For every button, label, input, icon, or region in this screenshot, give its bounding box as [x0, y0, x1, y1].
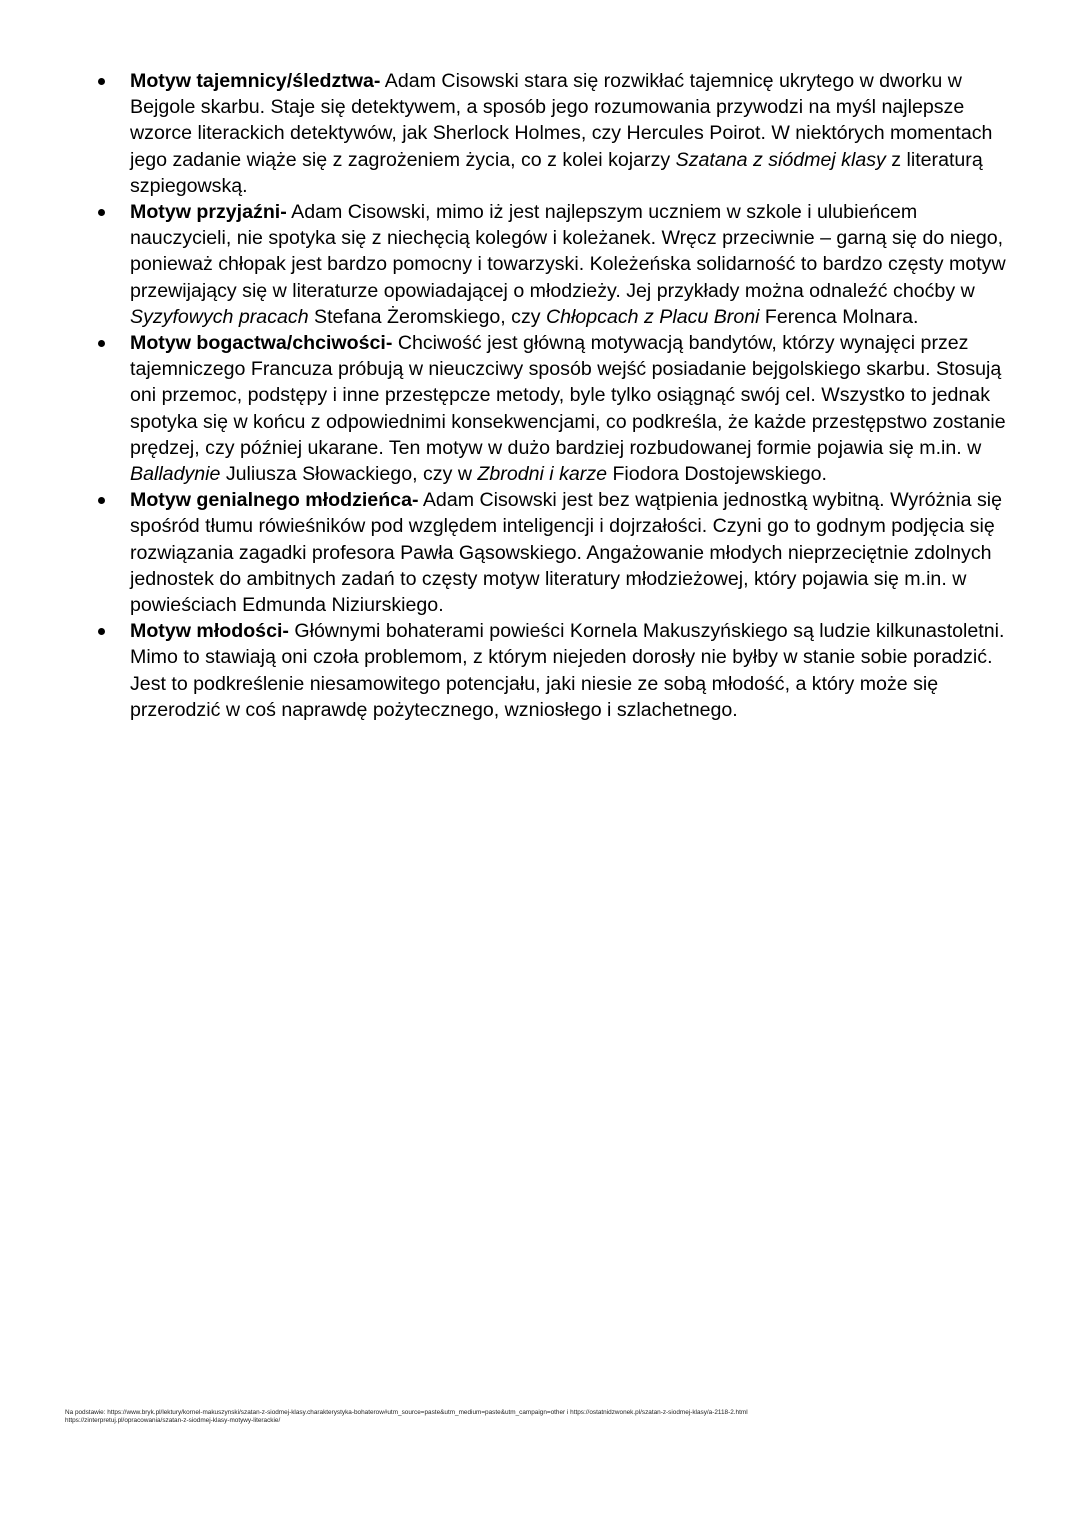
list-item-greed: [130, 330, 1020, 487]
book-title: Balladynie: [130, 463, 221, 486]
list-item-youth: [130, 618, 1020, 723]
motif-heading: Motyw młodości-: [130, 620, 289, 643]
book-title: Chłopcach z Placu Broni: [546, 305, 760, 328]
source-line: Na podstawie: https://www.bryk.pl/lektury/kornel-makuszynski/szatan-z-siodmej-klasy.charakterystyka-bohaterow#utm_source=paste&utm_medium=paste&utm_campaign=other i https://ostatnidzwonek.pl/szatan-z-siodmej-klasy/a-2118-2.html: [65, 1409, 748, 1416]
book-title: Szatana z siódmej klasy: [675, 148, 886, 171]
motif-text: Adam Cisowski, mimo iż jest najlepszym uczniem w szkole i ulubieńcem nauczycieli, nie spotyka się z niechęcią kolegów i koleżanek. Wręcz przeciwnie – garną się do niego, ponieważ chłopak jest bardzo pomocny i towarzyski. Koleżeńska solidarność to bardzo częsty motyw przewijający się w literaturze opowiadającej o młodzieży. Jej przykłady można odnaleźć choćby w: [130, 201, 1006, 302]
motif-heading: Motyw bogactwa/chciwości-: [130, 332, 393, 355]
motif-text: Chciwość jest główną motywacją bandytów, którzy wynajęci przez tajemniczego Francuza próbują w nieuczciwy sposób wejść posiadanie bejgolskiego skarbu. Stosują oni przemoc, podstępy i inne przestępcze metody, byle tylko osiągnąć swój cel. Wszystko to jednak spotyka się w końcu z odpowiednimi konsekwencjami, co podkreśla, że każde przestępstwo zostanie prędzej, czy później ukarane. Ten motyw w dużo bardziej rozbudowanej formie pojawia się m.in. w: [130, 332, 1006, 459]
motif-text: Adam Cisowski stara się rozwikłać tajemnicę ukrytego w dworku w Bejgole skarbu. Staje się detektywem, a sposób jego rozumowania przywodzi na myśl najlepsze wzorce literackich detektywów, jak Sherlock Holmes, czy Hercules Poirot. W niektórych momentach jego zadanie wiąże się z zagrożeniem życia, co z kolei kojarzy: [130, 70, 993, 171]
motif-text: Głównymi bohaterami powieści Kornela Makuszyńskiego są ludzie kilkunastoletni. Mimo to stawiają oni czoła problemom, z którym niejeden dorosły nie byłby w stanie sobie poradzić. Jest to podkreślenie niesamowitego potencjału, jaki niesie ze sobą młodość, a który może się przerodzić w coś naprawdę pożytecznego, wzniosłego i szlachetnego.: [130, 620, 1005, 721]
motif-text: Stefana Żeromskiego, czy: [308, 305, 546, 328]
motif-text: Ferenca Molnara.: [759, 305, 919, 328]
motif-text: z literaturą szpiegowską.: [130, 148, 983, 197]
motif-text: Juliusza Słowackiego, czy w: [220, 463, 478, 486]
source-line: https://zinterpretuj.pl/opracowania/szatan-z-siodmej-klasy-motywy-literackie/: [65, 1417, 281, 1424]
motif-text: Fiodora Dostojewskiego.: [607, 463, 828, 486]
motif-text: Adam Cisowski jest bez wątpienia jednostką wybitną. Wyróżnia się spośród tłumu rówieśników pod względem inteligencji i dojrzałości. Czyni go to godnym podjęcia się rozwiązania zagadki profesora Pawła Gąsowskiego. Angażowanie młodych nieprzeciętnie zdolnych jednostek do ambitnych zadań to częsty motyw literatury młodzieżowej, który pojawia się m.in. w powieściach Edmunda Niziurskiego.: [130, 489, 1003, 617]
motif-heading: Motyw tajemnicy/śledztwa-: [130, 70, 381, 92]
motif-heading: Motyw genialnego młodzieńca-: [130, 489, 419, 512]
motif-list: [130, 68, 1020, 723]
book-title: Syzyfowych pracach: [130, 305, 309, 328]
list-item-friendship: [130, 199, 1020, 330]
source-footer: [65, 1409, 965, 1425]
motif-heading: Motyw przyjaźni-: [130, 201, 287, 224]
book-title: Zbrodni i karze: [477, 463, 608, 486]
list-item-mystery: [130, 68, 1020, 199]
list-item-genius: [130, 487, 1020, 618]
